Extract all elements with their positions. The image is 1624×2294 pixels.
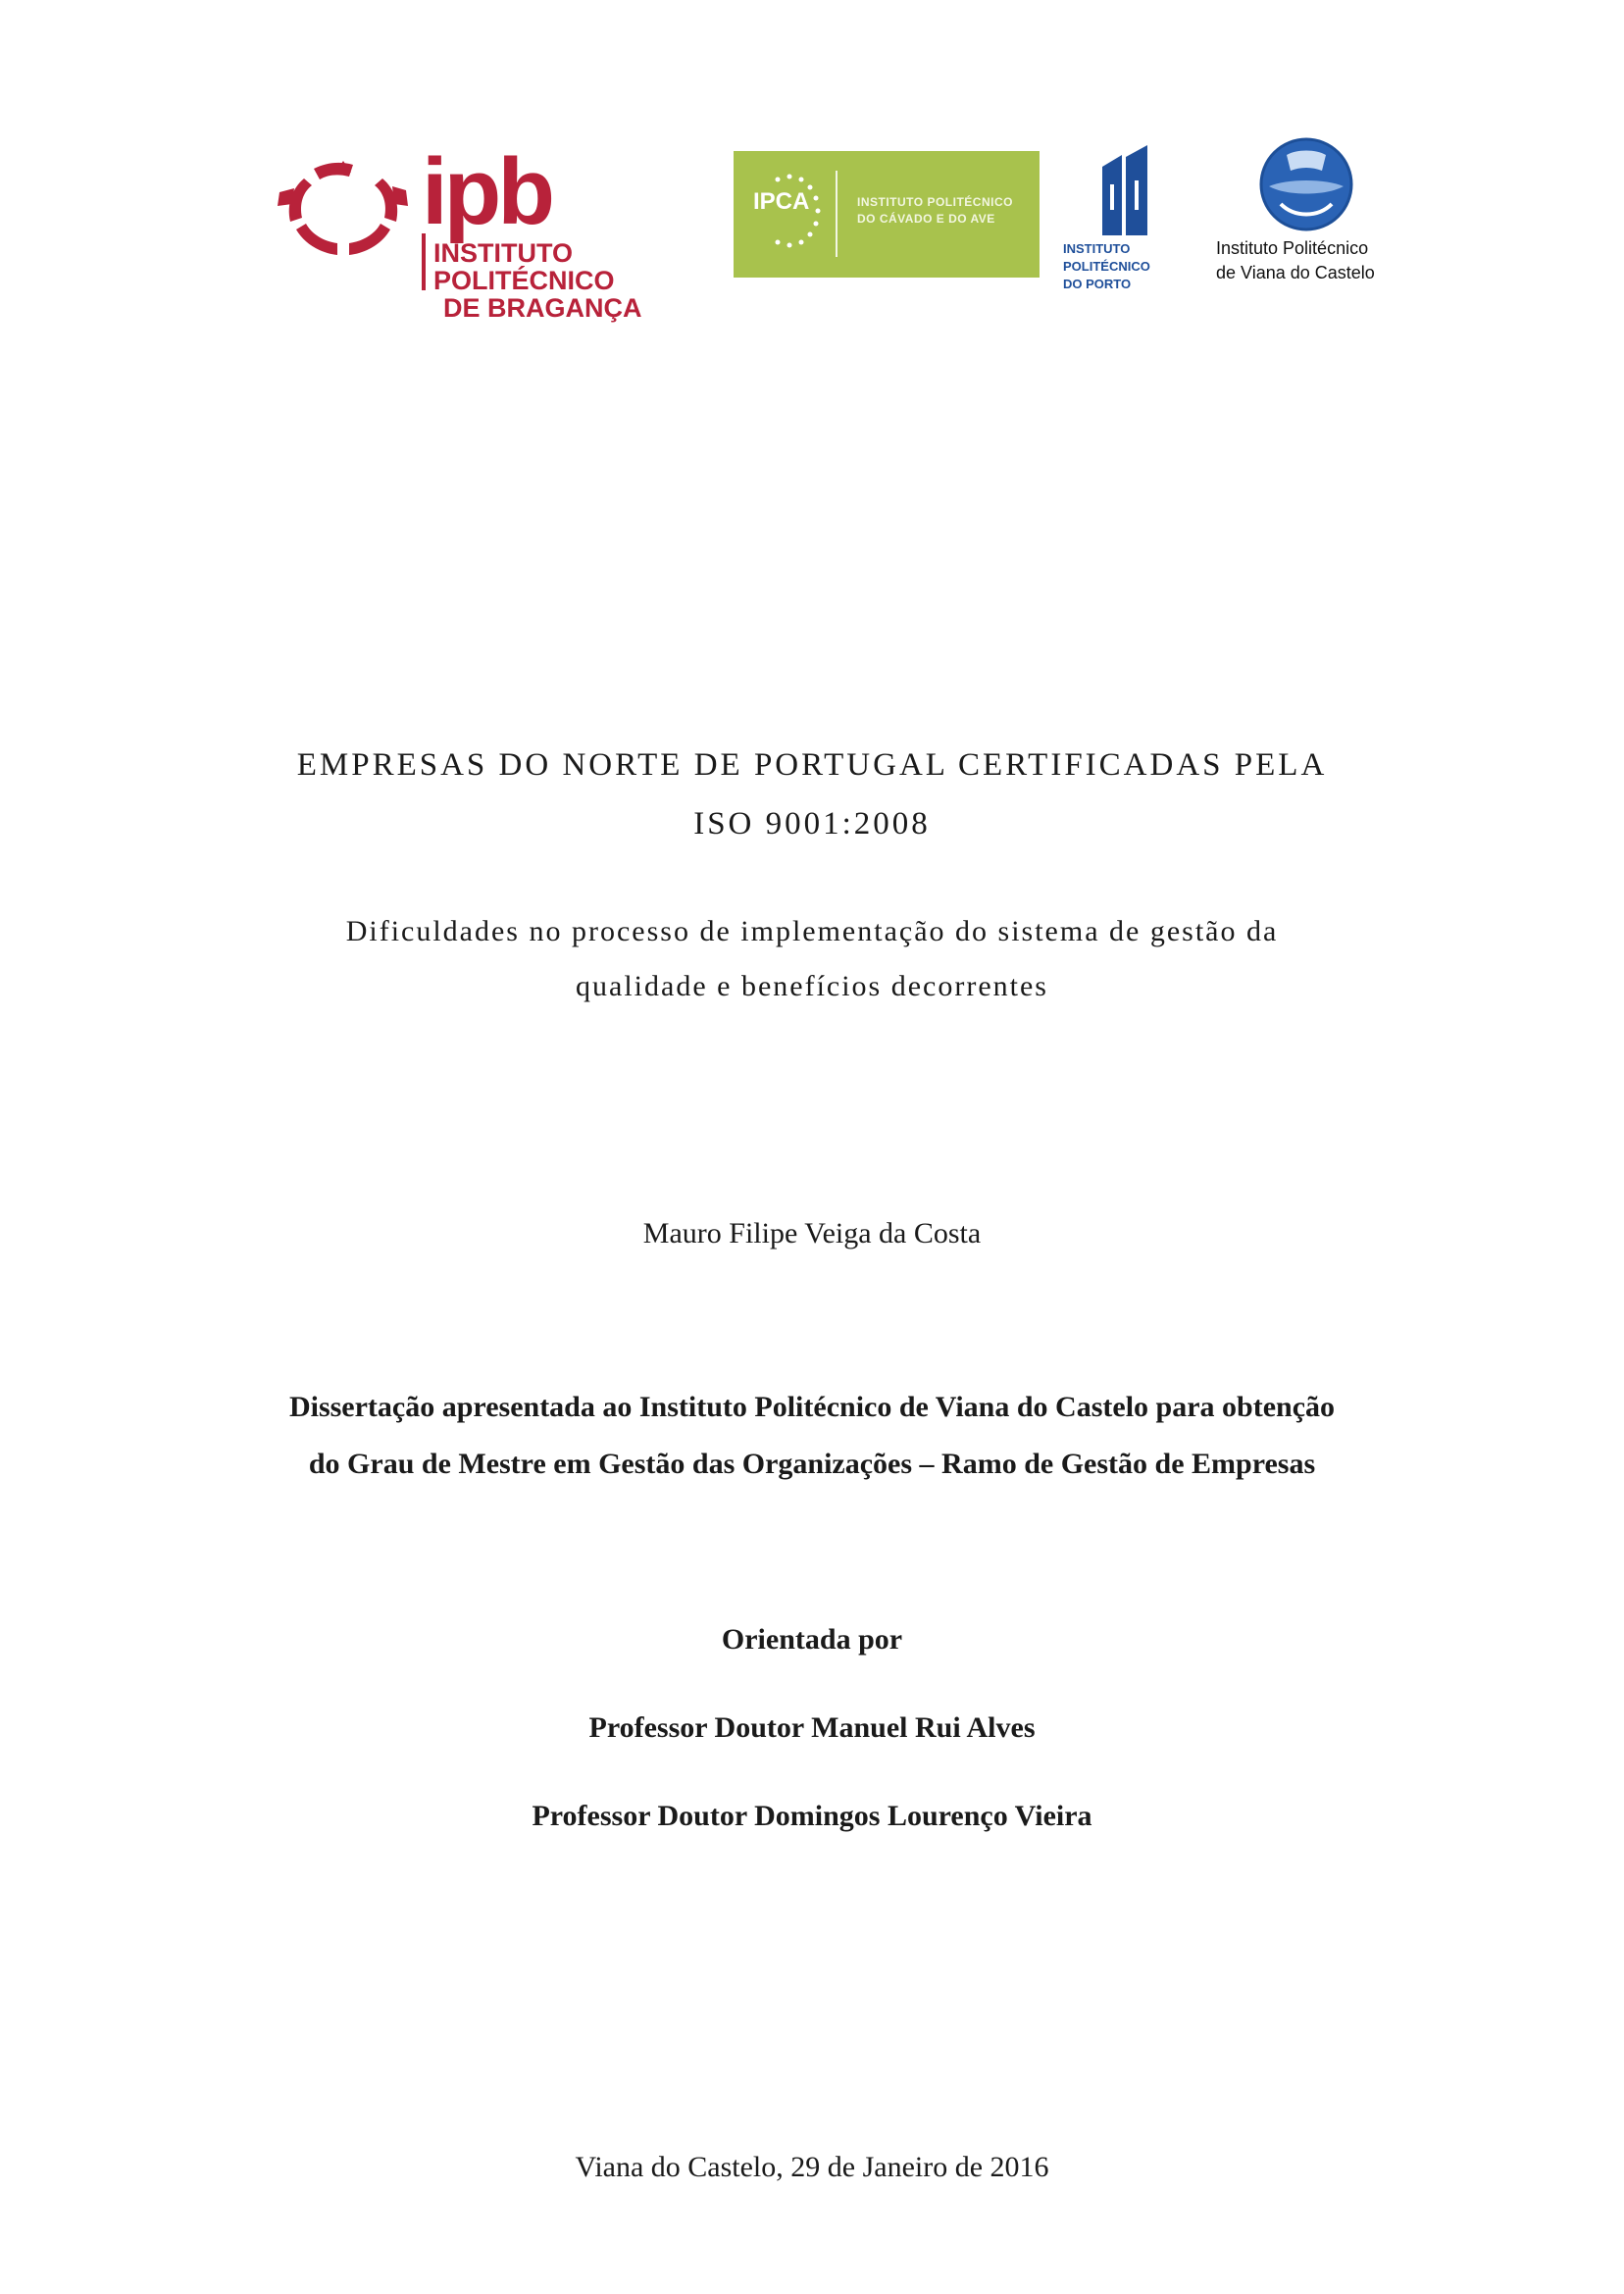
author-name: Mauro Filipe Veiga da Costa bbox=[642, 1217, 982, 1249]
ipp-name-line2: POLITÉCNICO DO PORTO bbox=[1063, 259, 1150, 291]
dissertation-line2: do Grau de Mestre em Gestão das Organizações – Ramo de Gestão de Empresas bbox=[308, 1448, 1316, 1480]
dissertation-line1: Dissertação apresentada ao Instituto Politécnico de Viana do Castelo para obtenção bbox=[288, 1391, 1336, 1423]
ipvc-globe-icon bbox=[1257, 135, 1355, 233]
place-date: Viana do Castelo, 29 de Janeiro de 2016 bbox=[575, 2151, 1049, 2183]
document-subtitle bbox=[0, 904, 1624, 1014]
ipb-name-line2: DE BRAGANÇA bbox=[443, 293, 642, 323]
subtitle-line2: qualidade e benefícios decorrentes bbox=[576, 970, 1048, 1002]
document-title bbox=[0, 736, 1624, 853]
title-line2: ISO 9001:2008 bbox=[693, 806, 931, 841]
dissertation-statement bbox=[0, 1379, 1624, 1493]
ipb-emblem-icon bbox=[275, 153, 412, 261]
ipca-mark: IPCA bbox=[753, 188, 810, 215]
ipca-name-line2: DO CÁVADO E DO AVE bbox=[857, 212, 995, 226]
ipb-mark: ipb bbox=[422, 139, 551, 244]
supervisor-1: Professor Doutor Manuel Rui Alves bbox=[588, 1711, 1036, 1744]
ipca-logo bbox=[734, 151, 1040, 278]
ipb-name-line1: INSTITUTO POLITÉCNICO bbox=[433, 238, 615, 295]
supervised-by-label: Orientada por bbox=[721, 1623, 903, 1656]
ipvc-name-line1: Instituto Politécnico bbox=[1216, 238, 1369, 258]
ipvc-name-line2: de Viana do Castelo bbox=[1216, 263, 1375, 282]
ipca-name-line1: INSTITUTO POLITÉCNICO bbox=[857, 195, 1013, 209]
subtitle-line1: Dificuldades no processo de implementação do sistema de gestão da bbox=[345, 915, 1279, 947]
ipp-logo bbox=[1063, 145, 1167, 291]
ipb-logo bbox=[275, 139, 706, 323]
supervisor-2: Professor Doutor Domingos Lourenço Vieira bbox=[532, 1800, 1092, 1832]
ipvc-logo bbox=[1216, 135, 1412, 292]
ipp-emblem-icon bbox=[1100, 145, 1149, 235]
ipp-name-line1: INSTITUTO bbox=[1063, 241, 1131, 256]
title-line1: EMPRESAS DO NORTE DE PORTUGAL CERTIFICADAS PELA bbox=[296, 747, 1328, 783]
ipca-divider bbox=[836, 171, 837, 257]
